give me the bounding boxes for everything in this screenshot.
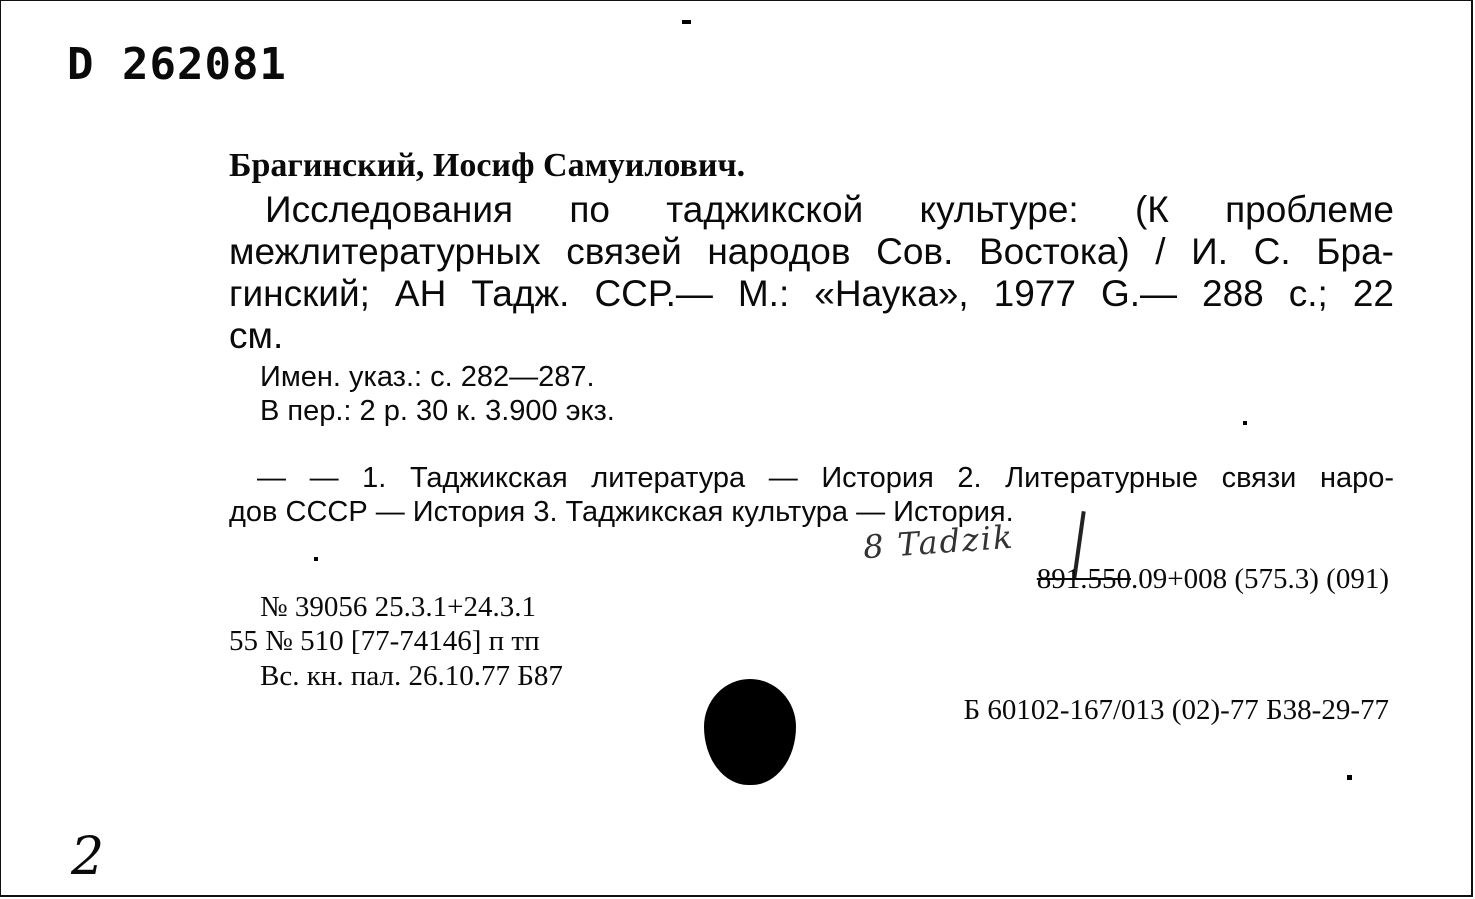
udc-rest: .09+008 (575.3) (091) <box>1131 563 1389 595</box>
bbk-code: Б 60102-167/013 (02)-77 Б38-29-77 <box>963 694 1389 726</box>
catalog-number: D 262081 <box>67 39 287 90</box>
title-line: см. <box>229 315 284 356</box>
index-note: Имен. указ.: с. 282—287. <box>260 361 595 393</box>
title-line: межлитературных связей народов Сов. Востока) / И. С. Бра- <box>229 231 1394 272</box>
author-heading: Брагинский, Иосиф Самуилович. <box>229 147 746 184</box>
punch-hole <box>704 679 796 785</box>
stat-line: № 39056 25.3.1+24.3.1 <box>260 591 537 623</box>
page-mark: 2 <box>71 827 105 887</box>
title-line: Исследования по таджикской культуре: (К проблеме <box>265 189 1394 230</box>
subject-line: — — 1. Таджикская литература — История 2. Литературные связи наро- <box>257 462 1394 494</box>
title-description <box>229 189 1394 357</box>
print-speck <box>1347 775 1352 780</box>
subject-headings <box>229 461 1394 529</box>
udc-classification <box>1037 563 1389 596</box>
stat-line: Вс. кн. пал. 26.10.77 Б87 <box>260 660 563 692</box>
print-speck <box>1243 421 1247 425</box>
print-speck <box>682 20 691 24</box>
subject-line: дов СССР — История 3. Таджикская культура — История. <box>229 496 1014 528</box>
udc-struck: 891.550 <box>1036 563 1132 595</box>
title-line: гинский; АН Тадж. ССР.— М.: «Наука», 1977 G.— 288 с.; 22 <box>229 273 1394 314</box>
price-note: В пер.: 2 р. 30 к. 3.900 экз. <box>260 395 615 427</box>
handwritten-note: 8 Tadzik <box>861 517 1016 567</box>
print-speck <box>314 557 318 561</box>
stat-line: 55 № 510 [77-74146] п тп <box>229 625 540 657</box>
